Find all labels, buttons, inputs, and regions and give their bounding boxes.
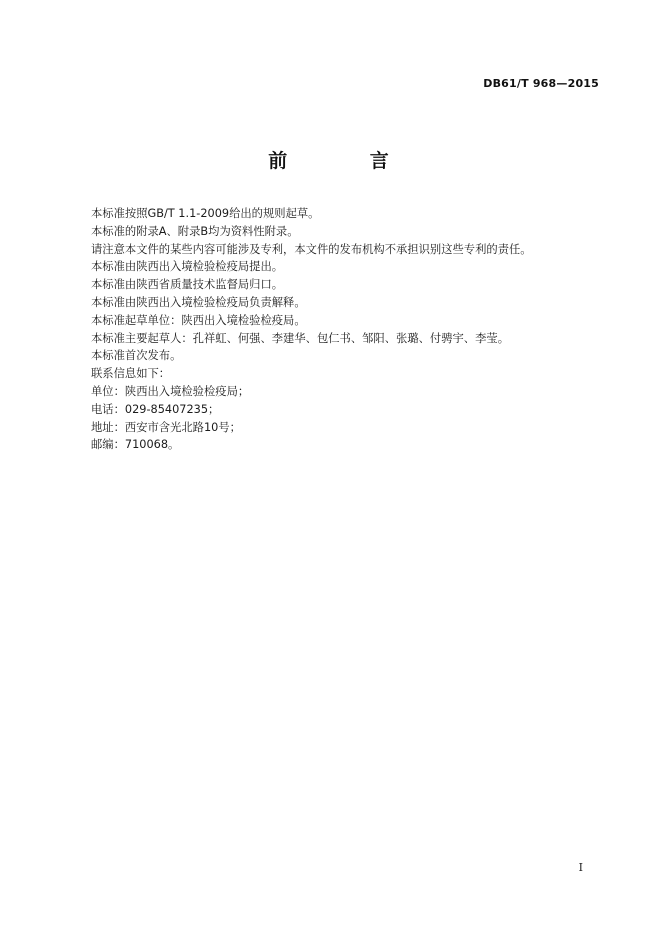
contact-address: 地址：西安市含光北路10号； (91, 420, 241, 434)
page-title: 前 言 (268, 150, 427, 172)
paragraph: 本标准由陕西省质量技术监督局归口。 (91, 278, 284, 292)
contact-phone: 电话：029-85407235； (91, 402, 220, 416)
paragraph: 联系信息如下： (91, 367, 171, 381)
contact-postcode: 邮编：710068。 (91, 438, 180, 452)
paragraph: 本标准的附录A、附录B均为资料性附录。 (91, 224, 299, 238)
paragraph: 本标准起草单位：陕西出入境检验检疫局。 (91, 313, 306, 327)
document-code: DB61/T 968—2015 (483, 77, 599, 90)
paragraph: 本标准由陕西出入境检验检疫局负责解释。 (91, 295, 306, 309)
page-number: I (578, 861, 583, 874)
paragraph: 请注意本文件的某些内容可能涉及专利，本文件的发布机构不承担识别这些专利的责任。 (91, 242, 532, 256)
paragraph: 本标准由陕西出入境检验检疫局提出。 (91, 260, 284, 274)
contact-unit: 单位：陕西出入境检验检疫局； (91, 384, 250, 398)
paragraph: 本标准首次发布。 (91, 349, 182, 363)
paragraph: 本标准按照GB/T 1.1-2009给出的规则起草。 (91, 207, 320, 220)
foreword-body (91, 205, 591, 454)
paragraph: 本标准主要起草人：孔祥虹、何强、李建华、包仁书、邹阳、张璐、付骋宇、李莹。 (91, 331, 509, 345)
